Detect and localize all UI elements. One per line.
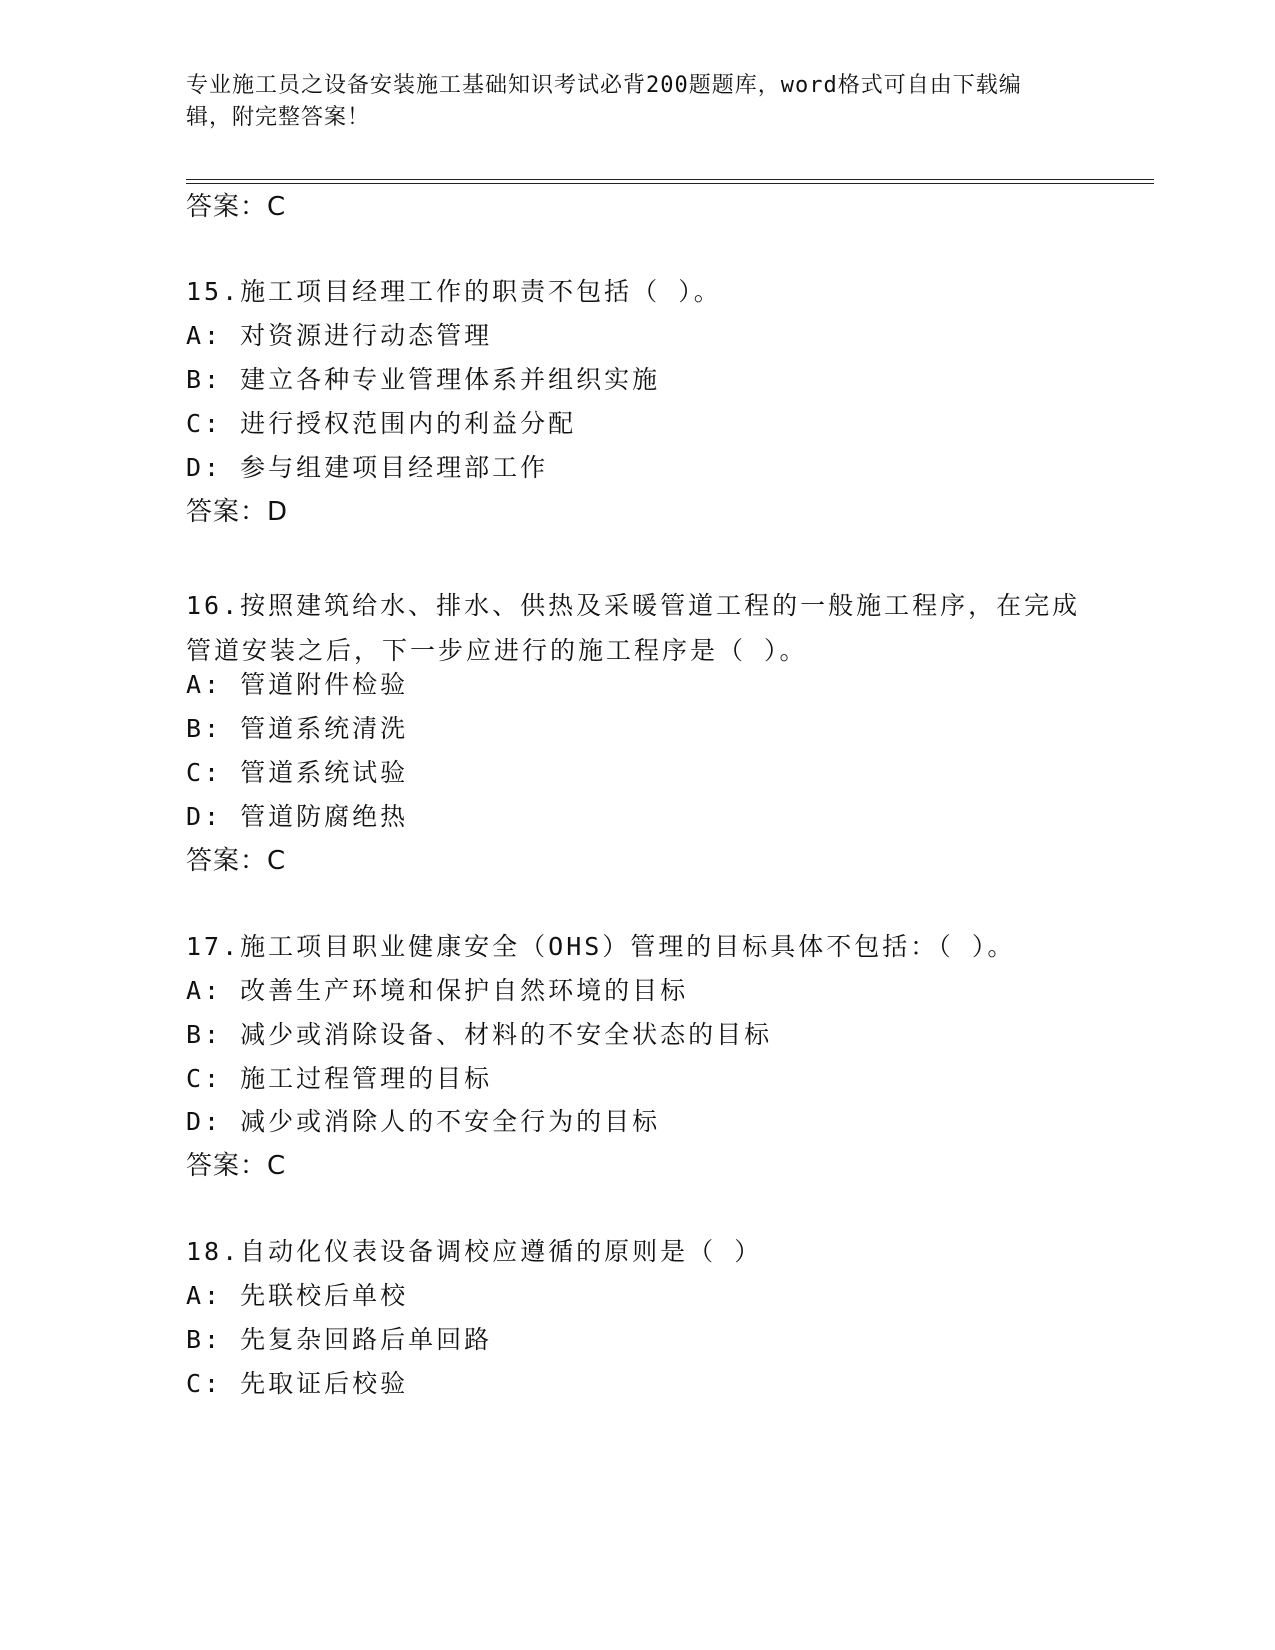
option-c: C: 施工过程管理的目标 xyxy=(186,1064,493,1093)
answer-line: 答案：C xyxy=(186,846,287,876)
question-stem: 15.施工项目经理工作的职责不包括（ ）。 xyxy=(186,277,722,306)
option-b: B: 管道系统清洗 xyxy=(186,714,409,743)
header-divider-bottom xyxy=(186,183,1154,184)
option-a: A: 管道附件检验 xyxy=(186,670,409,699)
answer-line: 答案：C xyxy=(186,1151,287,1181)
header-divider-top xyxy=(186,179,1154,180)
option-b: B: 减少或消除设备、材料的不安全状态的目标 xyxy=(186,1020,773,1049)
question-stem: 16.按照建筑给水、排水、供热及采暖管道工程的一般施工程序，在完成管道安装之后，下一步应进行的施工程序是（ ）。 xyxy=(186,591,1081,665)
option-c: C: 先取证后校验 xyxy=(186,1369,409,1398)
option-c: C: 进行授权范围内的利益分配 xyxy=(186,409,577,438)
document-header: 专业施工员之设备安装施工基础知识考试必背200题题库，word格式可自由下载编辑，附完整答案！ xyxy=(186,73,1022,130)
option-c: C: 管道系统试验 xyxy=(186,758,409,787)
option-d: D: 管道防腐绝热 xyxy=(186,802,409,831)
option-b: B: 建立各种专业管理体系并组织实施 xyxy=(186,365,661,394)
option-b: B: 先复杂回路后单回路 xyxy=(186,1325,493,1354)
answer-line: 答案：D xyxy=(186,497,289,527)
answer-line: 答案：C xyxy=(186,192,287,222)
question-stem: 17.施工项目职业健康安全（OHS）管理的目标具体不包括：（ ）。 xyxy=(186,932,1016,961)
option-d: D: 减少或消除人的不安全行为的目标 xyxy=(186,1107,661,1136)
option-a: A: 对资源进行动态管理 xyxy=(186,321,493,350)
question-stem: 18.自动化仪表设备调校应遵循的原则是（ ） xyxy=(186,1237,763,1266)
option-a: A: 先联校后单校 xyxy=(186,1281,409,1310)
option-a: A: 改善生产环境和保护自然环境的目标 xyxy=(186,976,689,1005)
option-d: D: 参与组建项目经理部工作 xyxy=(186,453,549,482)
